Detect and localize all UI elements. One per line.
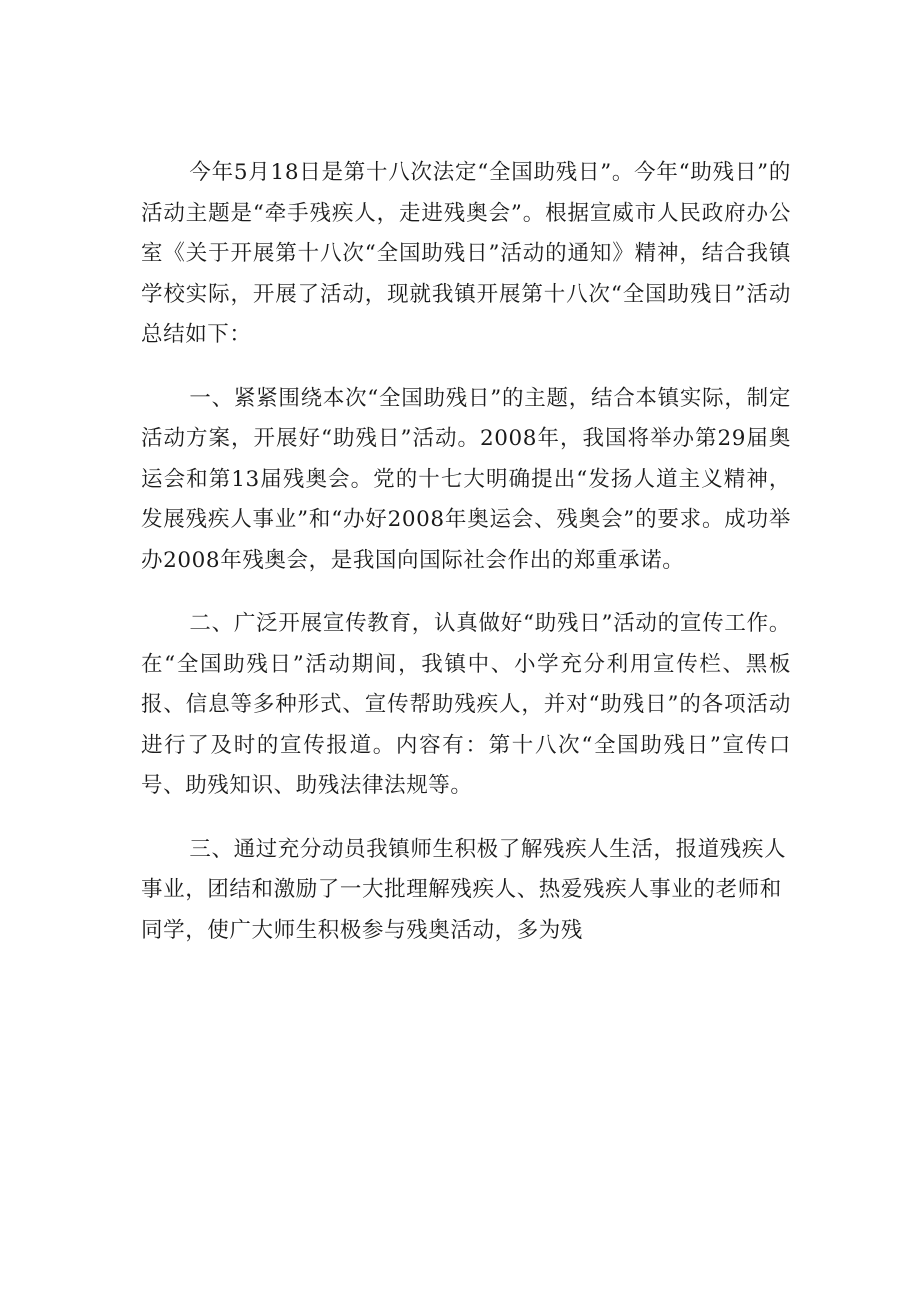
paragraph-section-2: 二、广泛开展宣传教育，认真做好“助残日”活动的宣传工作。在“全国助残日”活动期间，我镇中、小学充分利用宣传栏、黑板报、信息等多种形式、宣传帮助残疾人，并对“助残日”的各项活动进行了及时的宣传报道。内容有：第十八次“全国助残日”宣传口号、助残知识、助残法律法规等。: [141, 611, 791, 798]
paragraph-section-3: 三、通过充分动员我镇师生积极了解残疾人生活，报道残疾人事业，团结和激励了一大批理解残疾人、热爱残疾人事业的老师和同学，使广大师生积极参与残奥活动，多为残: [141, 836, 787, 943]
paragraph-section-1: 一、紧紧围绕本次“全国助残日”的主题，结合本镇实际，制定活动方案，开展好“助残日”活动。2008年，我国将举办第29届奥运会和第13届残奥会。党的十七大明确提出“发扬人道主义精神，发展残疾人事业”和“办好2008年奥运会、残奥会”的要求。成功举办2008年残奥会，是我国向国际社会作出的郑重承诺。: [141, 385, 791, 573]
document-body: [141, 153, 791, 974]
paragraph-intro: 今年5月18日是第十八次法定“全国助残日”。今年“助残日”的活动主题是“牵手残疾人，走进残奥会”。根据宣威市人民政府办公室《关于开展第十八次“全国助残日”活动的通知》精神，结合我镇学校实际，开展了活动，现就我镇开展第十八次“全国助残日”活动总结如下：: [141, 160, 791, 347]
